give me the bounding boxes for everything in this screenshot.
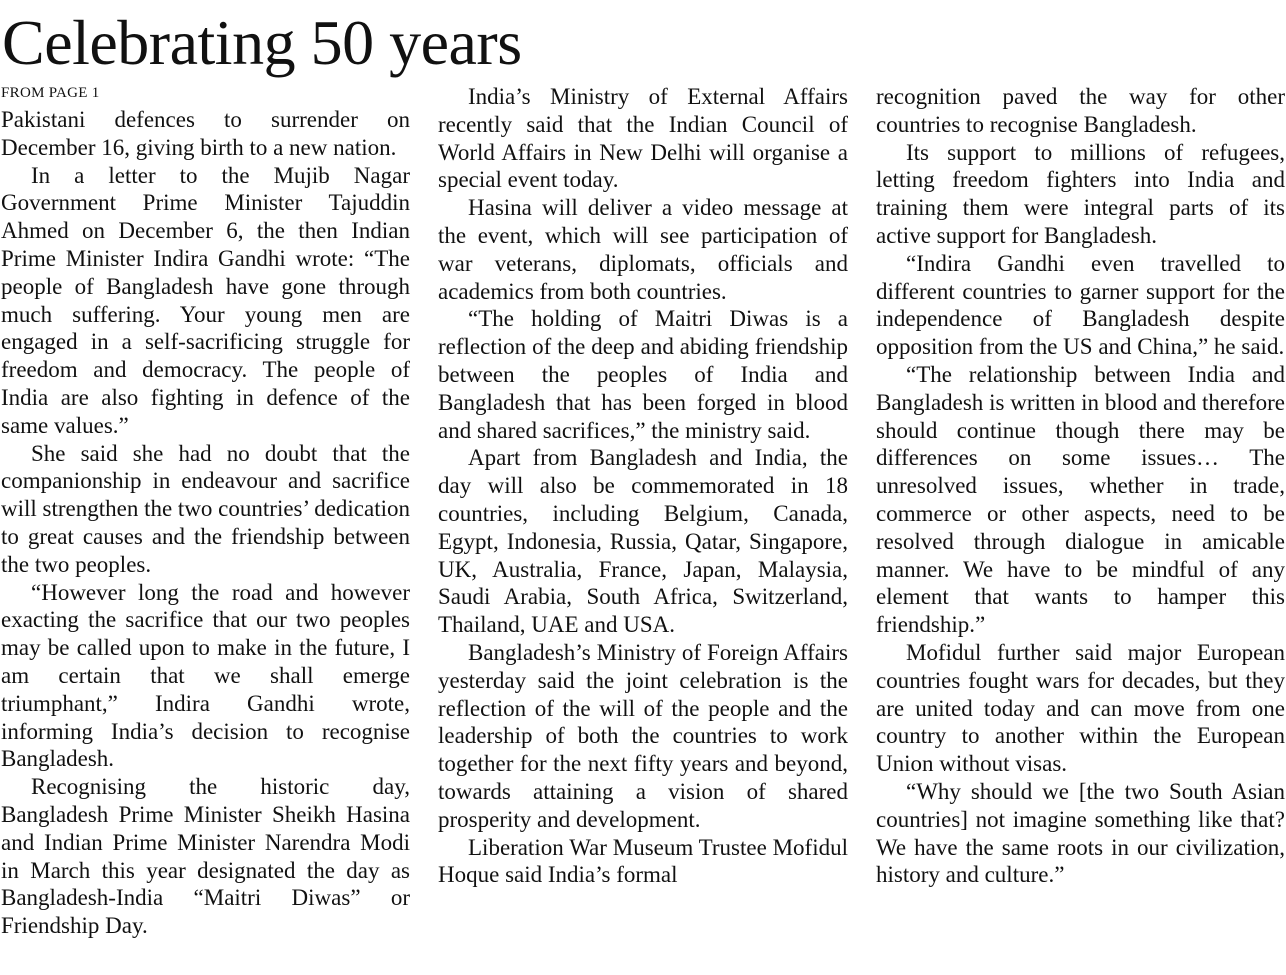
article-paragraph: Its support to millions of refugees, letting freedom fighters into India and training them were integral parts of its active support for Bangladesh. (876, 139, 1285, 248)
article-paragraph: Recognising the historic day, Bangladesh Prime Minister Sheikh Hasina and Indian Prime Minister Narendra Modi in March this year designated the day as Bangladesh-India “Maitri Diwas” or Friendship Day. (1, 774, 410, 939)
article-paragraph: “Why should we [the two South Asian countries] not imagine something like that? We have the same roots in our civilization, history and culture.” (876, 778, 1285, 888)
article-paragraph: Liberation War Museum Trustee Mofidul Hoque said India’s formal (438, 834, 848, 888)
article-column-2 (438, 83, 848, 973)
article-column-1 (1, 106, 410, 972)
article-paragraph: In a letter to the Mujib Nagar Government Prime Minister Tajuddin Ahmed on December 6, the then Indian Prime Minister Indira Gandhi wrote: “The people of Bangladesh have gone through much suffering. Your young men are engaged in a self-sacrificing struggle for freedom and democracy. The people of India are also fighting in defence of the same values.” (1, 162, 410, 438)
article-paragraph: Bangladesh’s Ministry of Foreign Affairs yesterday said the joint celebration is the reflection of the will of the people and the leadership of both the countries to work together for the next fifty years and beyond, towards attaining a vision of shared prosperity and development. (438, 639, 848, 832)
article-paragraph: India’s Ministry of External Affairs recently said that the Indian Council of World Affairs in New Delhi will organise a special event today. (438, 84, 848, 193)
continuation-label: FROM PAGE 1 (1, 85, 100, 101)
article-paragraph: “The holding of Maitri Diwas is a reflection of the deep and abiding friendship between the peoples of India and Bangladesh that has been forged in blood and shared sacrifices,” the ministry said. (438, 306, 848, 443)
article-paragraph: She said she had no doubt that the companionship in endeavour and sacrifice will strengthen the two countries’ dedication to great causes and the friendship between the two peoples. (1, 440, 410, 577)
article-paragraph: Mofidul further said major European countries fought wars for decades, but they are united today and can move from one country to another within the European Union without visas. (876, 639, 1285, 777)
article-paragraph: Hasina will deliver a video message at the event, which will see participation of war veterans, diplomats, officials and academics from both countries. (438, 195, 848, 304)
article-headline: Celebrating 50 years (2, 7, 522, 78)
article-paragraph: Pakistani defences to surrender on December 16, giving birth to a new nation. (1, 107, 410, 160)
article-column-3 (876, 83, 1285, 973)
article-paragraph: Apart from Bangladesh and India, the day will also be commemorated in 18 countries, including Belgium, Canada, Egypt, Indonesia, Russia, Qatar, Singapore, UK, Australia, France, Japan, Malaysia, Saudi Arabia, South Africa, Switzerland, Thailand, UAE and USA. (438, 445, 848, 638)
article-paragraph: “Indira Gandhi even travelled to different countries to garner support for the independence of Bangladesh despite opposition from the US and China,” he said. (876, 250, 1285, 360)
article-paragraph: recognition paved the way for other countries to recognise Bangladesh. (876, 84, 1285, 137)
article-paragraph: “The relationship between India and Bangladesh is written in blood and therefore should continue though there may be differences on some issues… The unresolved issues, whether in trade, commerce or other aspects, need to be resolved through dialogue in amicable manner. We have to be mindful of any element that wants to hamper this friendship.” (876, 361, 1285, 638)
article-paragraph: “However long the road and however exacting the sacrifice that our two peoples may be called upon to make in the future, I am certain that we shall emerge triumphant,” Indira Gandhi wrote, informing India’s decision to recognise Bangladesh. (1, 579, 410, 772)
